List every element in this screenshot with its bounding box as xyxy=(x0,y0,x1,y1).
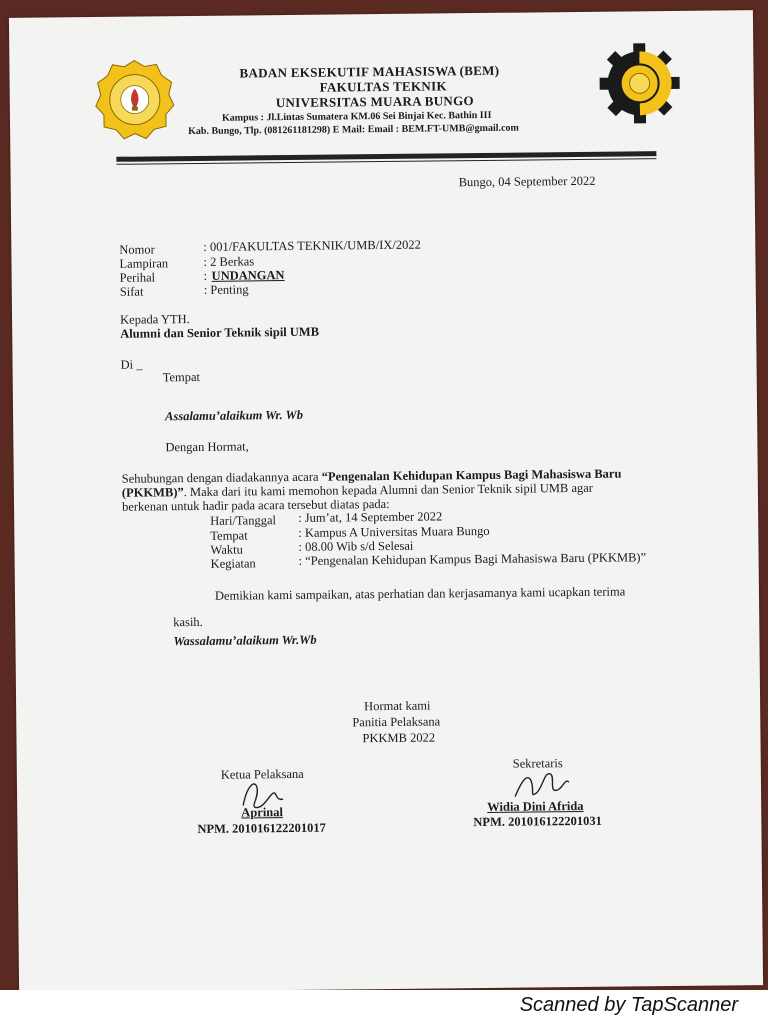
nomor-value: : 001/FAKULTAS TEKNIK/UMB/IX/2022 xyxy=(203,237,421,254)
event-name: “Pengenalan Kehidupan Kampus Bagi Mahasiswa Baru xyxy=(321,466,622,484)
lampiran-value: : 2 Berkas xyxy=(203,254,255,269)
recipient-di: Di _ xyxy=(120,357,143,372)
lampiran-label: Lampiran xyxy=(119,256,169,271)
right-sign-title: Sekretaris xyxy=(512,756,563,771)
left-sign-npm: NPM. 201016122201017 xyxy=(197,820,326,836)
header-line-3: UNIVERSITAS MUARA BUNGO xyxy=(275,93,474,111)
body-text-b: . Maka dari itu kami memohon kepada Alumni dan Senior Teknik sipil UMB agar xyxy=(183,480,593,500)
perihal-label: Perihal xyxy=(119,270,156,285)
perihal-value: UNDANGAN xyxy=(211,268,285,283)
hari-label: Hari/Tanggal xyxy=(210,513,277,528)
header-address-2: Kab. Bungo, Tlp. (081261181298) E Mail: Email : BEM.FT-UMB@gmail.com xyxy=(188,122,519,138)
closing-salam: Wassalamu’alaikum Wr.Wb xyxy=(173,632,317,649)
scanner-footer xyxy=(0,990,768,1024)
sifat-label: Sifat xyxy=(119,284,144,299)
gear-logo xyxy=(597,41,682,126)
waktu-label: Waktu xyxy=(210,542,243,557)
body-text-a: Sehubungan dengan diadakannya acara xyxy=(121,469,322,486)
header-line-1: BADAN EKSEKUTIF MAHASISWA (BEM) xyxy=(239,62,500,81)
tempat-value: : Kampus A Universitas Muara Bungo xyxy=(298,523,490,540)
event-abbrev: (PKKMB)” xyxy=(121,485,184,500)
letter-paper xyxy=(9,10,763,993)
recipient-name: Alumni dan Senior Teknik sipil UMB xyxy=(120,324,320,341)
sign-hormat: Hormat kami xyxy=(364,698,431,714)
right-sign-name: Widia Dini Afrida xyxy=(487,798,584,814)
recipient-tempat: Tempat xyxy=(162,369,201,385)
recipient-to: Kepada YTH. xyxy=(120,312,190,327)
greeting: Assalamu’alaikum Wr. Wb xyxy=(165,407,304,424)
sign-panitia: Panitia Pelaksana xyxy=(352,714,441,730)
university-seal-logo xyxy=(93,58,176,141)
closing-line-1: Demikian kami sampaikan, atas perhatian dan kerjasamanya kami ucapkan terima xyxy=(214,584,626,603)
closing-line-2: kasih. xyxy=(173,614,203,630)
left-sign-title: Ketua Pelaksana xyxy=(220,766,304,782)
dengan-hormat: Dengan Hormat, xyxy=(165,439,249,455)
scanner-watermark: Scanned by TapScanner xyxy=(519,994,738,1016)
kegiatan-value: : “Pengenalan Kehidupan Kampus Bagi Mahasiswa Baru (PKKMB)” xyxy=(298,550,647,568)
tempat-label: Tempat xyxy=(210,528,248,543)
hari-value: : Jum’at, 14 September 2022 xyxy=(298,509,443,525)
letter-date: Bungo, 04 September 2022 xyxy=(458,173,596,190)
sign-event: PKKMB 2022 xyxy=(362,730,436,746)
waktu-value: : 08.00 Wib s/d Selesai xyxy=(298,538,414,554)
header-line-2: FAKULTAS TEKNIK xyxy=(319,78,447,95)
perihal-colon: : xyxy=(203,268,208,283)
nomor-label: Nomor xyxy=(119,242,155,257)
kegiatan-label: Kegiatan xyxy=(210,556,256,571)
right-sign-npm: NPM. 201016122201031 xyxy=(473,813,602,830)
left-sign-name: Aprinal xyxy=(241,805,284,820)
body-line-3: berkenan untuk hadir pada acara tersebut diatas pada: xyxy=(121,496,390,514)
header-address-1: Kampus : Jl.Lintas Sumatera KM.06 Sei Binjai Kec. Bathin III xyxy=(221,109,492,124)
sifat-value: : Penting xyxy=(203,282,249,297)
